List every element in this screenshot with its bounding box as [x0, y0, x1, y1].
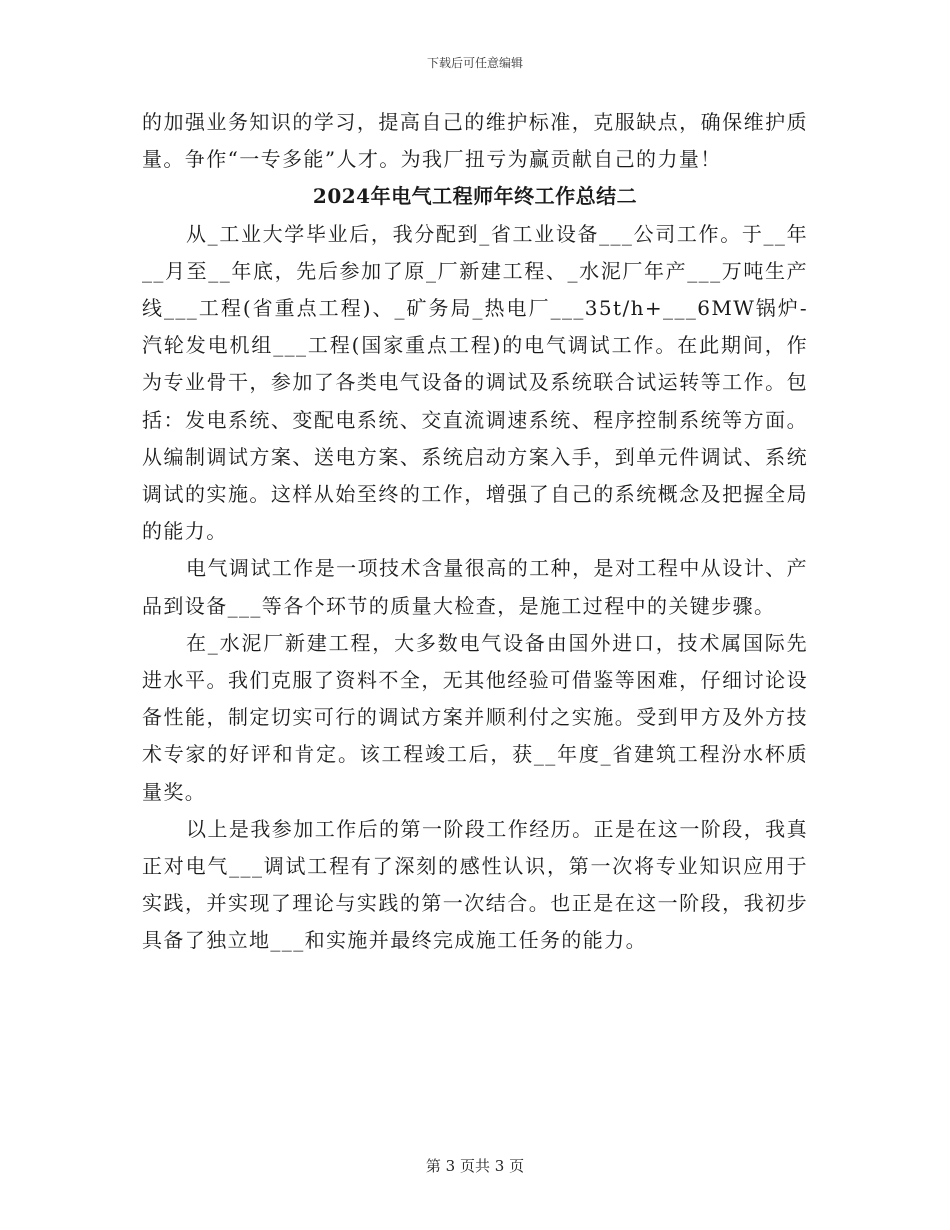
section-heading: 2024年电气工程师年终工作总结二 — [312, 184, 638, 209]
body-paragraph-3: 在_水泥厂新建工程，大多数电气设备由国外进口，技术属国际先进水平。我们克服了资料不全，无其他经验可借鉴等困难，仔细讨论设备性能，制定切实可行的调试方案并顺利付之实施。受到甲方及外方技术专家的好评和肯定。该工程竣工后，获__年度_省建筑工程汾水杯质量奖。 — [142, 630, 808, 804]
body-paragraph-2: 电气调试工作是一项技术含量很高的工种，是对工程中从设计、产品到设备___等各个环节的质量大检查，是施工过程中的关键步骤。 — [142, 556, 808, 618]
body-paragraph-1: 从_工业大学毕业后，我分配到_省工业设备___公司工作。于__年__月至__年底，先后参加了原_厂新建工程、_水泥厂年产___万吨生产线___工程(省重点工程)、_矿务局_热电厂___35t/h+___6MW锅炉-汽轮发电机组___工程(国家重点工程)的电气调试工作。在此期间，作为专业骨干，参加了各类电气设备的调试及系统联合试运转等工作。包括：发电系统、变配电系统、交直流调速系统、程序控制系统等方面。从编制调试方案、送电方案、系统启动方案入手，到单元件调试、系统调试的实施。这样从始至终的工作，增强了自己的系统概念及把握全局的能力。 — [142, 221, 808, 544]
document-body — [142, 104, 808, 960]
page-header-note: 下载后可任意编辑 — [426, 56, 523, 70]
intro-paragraph: 的加强业务知识的学习，提高自己的维护标准，克服缺点，确保维护质量。争作“一专多能”人才。为我厂扭亏为赢贡献自己的力量！ — [142, 110, 808, 172]
page-footer: 第 3 页共 3 页 — [425, 1157, 525, 1175]
body-paragraph-4: 以上是我参加工作后的第一阶段工作经历。正是在这一阶段，我真正对电气___调试工程有了深刻的感性认识，第一次将专业知识应用于实践，并实现了理论与实践的第一次结合。也正是在这一阶段，我初步具备了独立地___和实施并最终完成施工任务的能力。 — [142, 816, 808, 953]
